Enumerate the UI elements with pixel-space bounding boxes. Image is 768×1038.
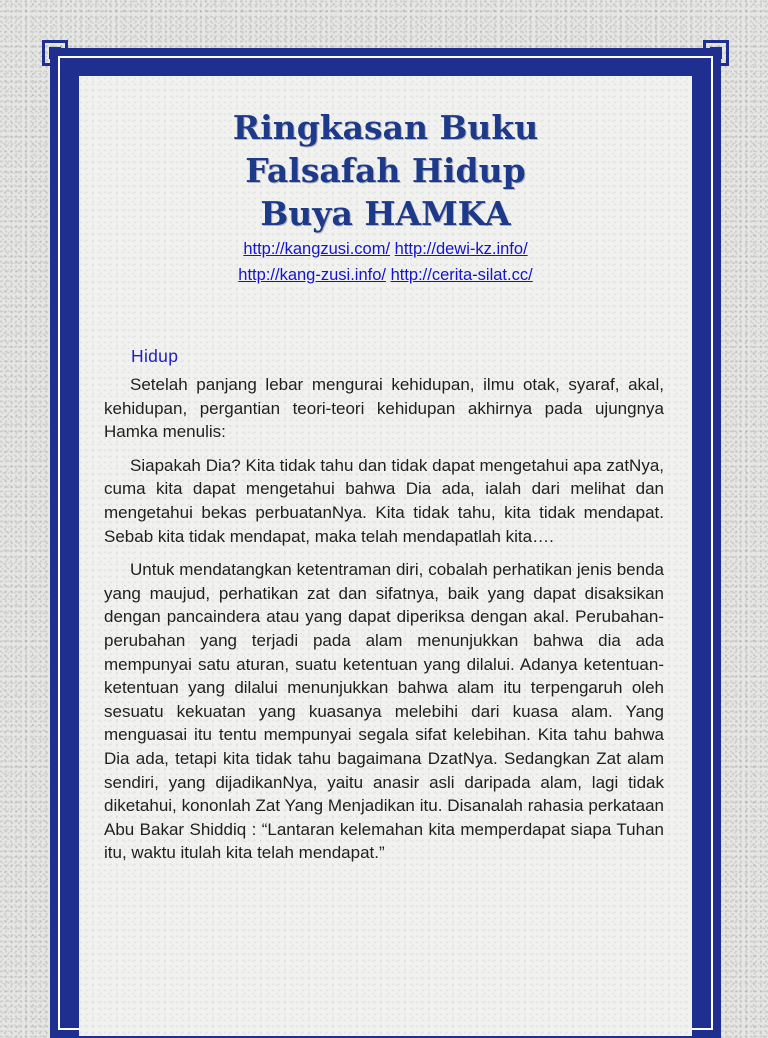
body-text xyxy=(104,373,664,875)
link-kangzusi[interactable]: http://kangzusi.com/ xyxy=(243,240,391,258)
section-heading: Hidup xyxy=(131,346,179,366)
title-line-3: Buya HAMKA xyxy=(260,194,511,233)
source-links xyxy=(79,236,692,288)
title-line-2: Falsafah Hidup xyxy=(245,151,526,190)
link-kang-zusi[interactable]: http://kang-zusi.info/ xyxy=(238,266,386,284)
document-page xyxy=(79,76,692,1036)
title-line-1: Ringkasan Buku xyxy=(232,108,539,147)
link-dewi-kz[interactable]: http://dewi-kz.info/ xyxy=(394,240,528,258)
link-cerita-silat[interactable]: http://cerita-silat.cc/ xyxy=(390,266,533,284)
paragraph-2: Siapakah Dia? Kita tidak tahu dan tidak dapat mengetahui apa zatNya, cuma kita dapat mengetahui bahwa Dia ada, ialah dari melihat dan mengetahui bekas perbuatanNya. Kita tidak tahu, kita tidak mendapat. Sebab kita tidak mendapat, maka telah mendapatlah kita…. xyxy=(104,455,664,546)
document-title xyxy=(79,106,692,235)
paragraph-3: Untuk mendatangkan ketentraman diri, cobalah perhatikan jenis benda yang maujud, perhatikan zat dan sifatnya, baik yang dapat disaksikan dengan pancaindera atau yang dapat diperiksa dengan akal. Perubahan-perubahan yang terjadi pada alam menunjukkan bahwa dia ada mempunyai satu aturan, suatu ketentuan yang dilalui. Adanya ketentuan-ketentuan yang dilalui menunjukkan bahwa alam itu terpengaruh oleh sesuatu kekuatan yang kuasanya melebihi dari kuasa alam. Yang menguasai itu tentu mempunyai segala sifat kelebihan. Kita tahu bahwa Dia ada, tetapi kita tidak tahu bagaimana DzatNya. Sedangkan Zat alam sendiri, yang dijadikanNya, yaitu anasir asli daripada alam, lagi tidak diketahui, kononlah Zat Yang Menjadikan itu. Disanalah rahasia perkataan Abu Bakar Shiddiq : “Lantaran kelemahan kita memperdapat siapa Tuhan itu, waktu itulah kita telah mendapat.” xyxy=(104,560,664,863)
paragraph-1: Setelah panjang lebar mengurai kehidupan, ilmu otak, syaraf, akal, kehidupan, pergantian teori-teori kehidupan akhirnya pada ujungnya Hamka menulis: xyxy=(104,375,664,442)
